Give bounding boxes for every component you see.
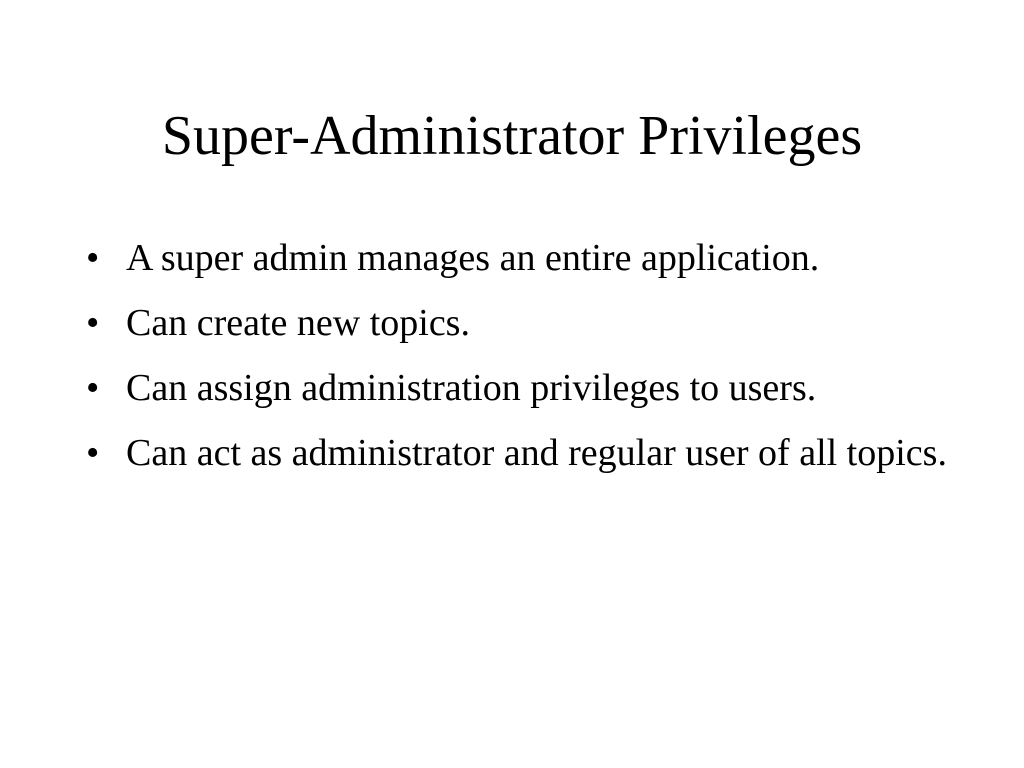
bullet-icon: • <box>86 367 100 409</box>
bullet-text: Can assign administration privileges to users. <box>126 367 817 409</box>
bullet-list <box>86 230 966 490</box>
list-item <box>86 360 966 417</box>
bullet-icon: • <box>86 302 100 344</box>
list-item <box>86 425 966 482</box>
bullet-text: Can create new topics. <box>126 302 470 344</box>
slide-title: Super-Administrator Privileges <box>161 105 863 167</box>
list-item <box>86 230 966 287</box>
bullet-text: A super admin manages an entire application. <box>126 237 820 279</box>
bullet-text: Can act as administrator and regular user of all topics. <box>126 432 947 474</box>
bullet-icon: • <box>86 432 100 474</box>
bullet-icon: • <box>86 237 100 279</box>
list-item <box>86 295 966 352</box>
